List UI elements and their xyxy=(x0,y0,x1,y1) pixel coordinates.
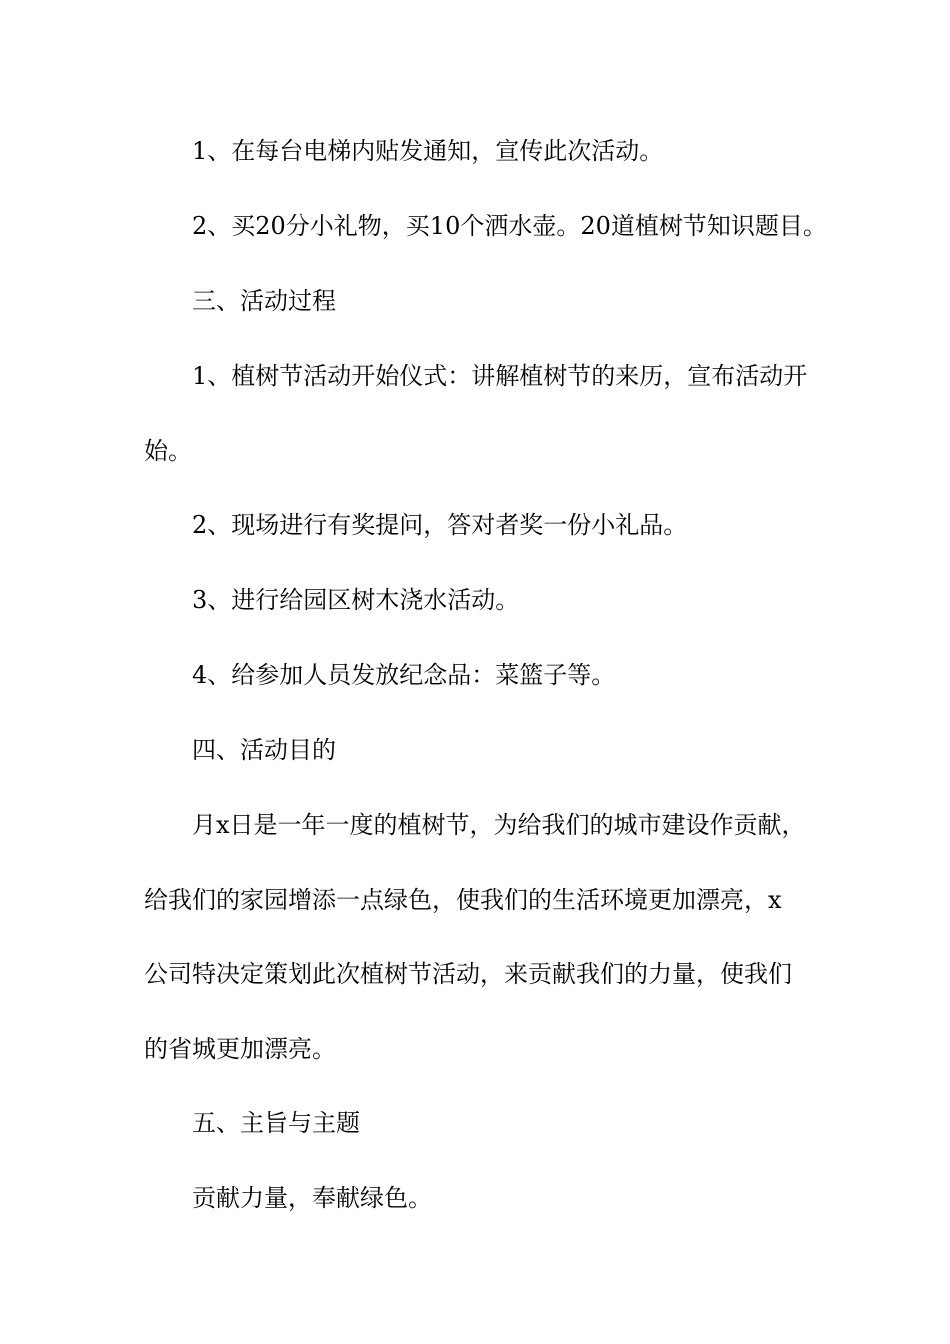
purpose-paragraph-line-2: 给我们的家园增添一点绿色，使我们的生活环境更加漂亮，x xyxy=(144,886,782,914)
preparation-item-2: 2、买20分小礼物，买10个洒水壶。20道植树节知识题目。 xyxy=(192,212,827,240)
purpose-paragraph-line-3: 公司特决定策划此次植树节活动，来贡献我们的力量，使我们 xyxy=(144,960,792,988)
purpose-paragraph-line-1: 月x日是一年一度的植树节，为给我们的城市建设作贡献， xyxy=(192,811,806,839)
process-item-1-continuation: 始。 xyxy=(144,437,192,465)
section-heading-theme: 五、主旨与主题 xyxy=(192,1109,360,1137)
process-item-1: 1、植树节活动开始仪式：讲解植树节的来历，宣布活动开 xyxy=(192,362,808,390)
process-item-4: 4、给参加人员发放纪念品：菜篮子等。 xyxy=(192,661,616,689)
section-heading-purpose: 四、活动目的 xyxy=(192,736,336,764)
purpose-paragraph-line-4: 的省城更加漂亮。 xyxy=(144,1035,336,1063)
process-item-2: 2、现场进行有奖提问，答对者奖一份小礼品。 xyxy=(192,511,688,539)
theme-statement: 贡献力量，奉献绿色。 xyxy=(192,1184,432,1212)
section-heading-process: 三、活动过程 xyxy=(192,287,336,315)
process-item-3: 3、进行给园区树木浇水活动。 xyxy=(192,586,520,614)
preparation-item-1: 1、在每台电梯内贴发通知，宣传此次活动。 xyxy=(192,137,664,165)
